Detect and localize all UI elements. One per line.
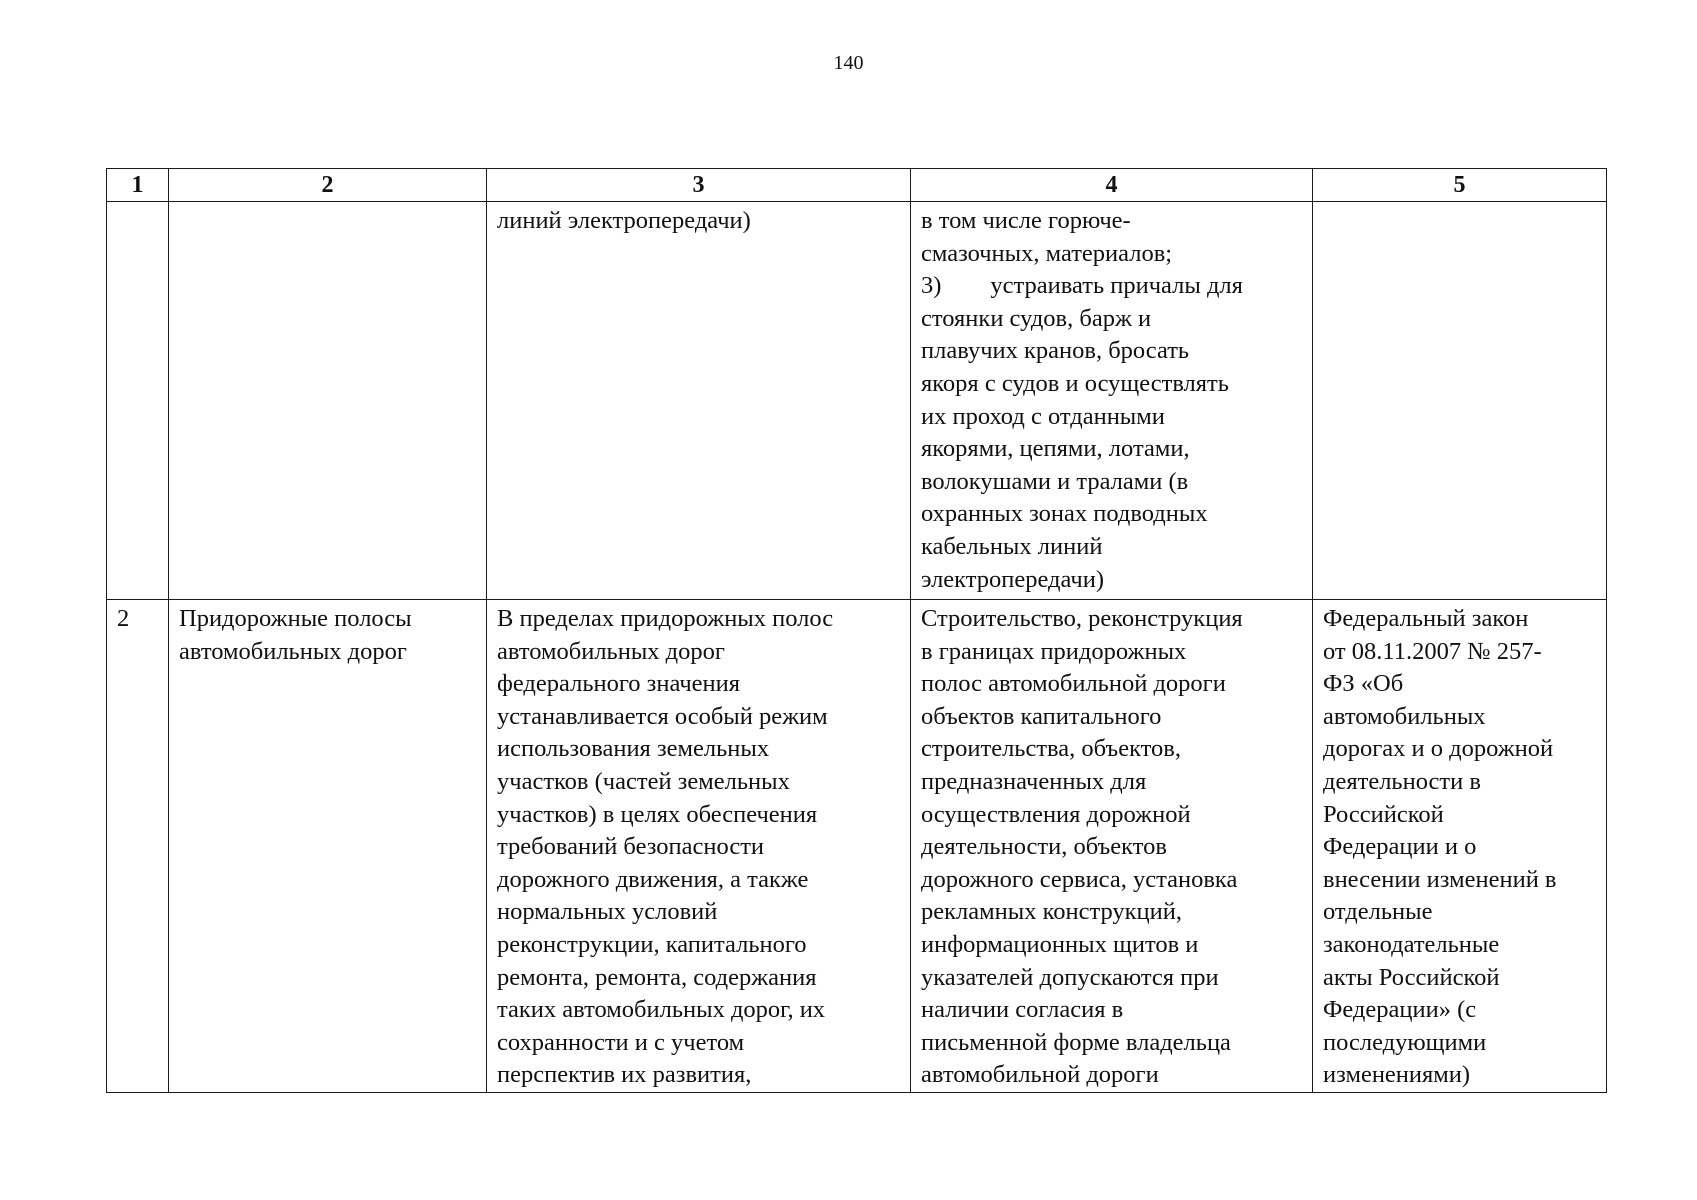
table-cell bbox=[1313, 202, 1607, 600]
cell-text-line: строительства, объектов, bbox=[921, 735, 1181, 763]
column-header: 3 bbox=[487, 169, 911, 202]
cell-text-line: стоянки судов, барж и bbox=[921, 304, 1152, 332]
table-cell bbox=[911, 202, 1313, 600]
cell-text-line: сохранности и с учетом bbox=[497, 1028, 745, 1056]
cell-text-line: отдельные bbox=[1323, 898, 1433, 926]
cell-text-line: осуществления дорожной bbox=[921, 800, 1191, 828]
cell-text-line: объектов капитального bbox=[921, 702, 1162, 730]
cell-text-line: автомобильных дорог bbox=[497, 637, 725, 665]
cell-text-line: устанавливается особый режим bbox=[497, 702, 828, 730]
cell-text-line: плавучих кранов, бросать bbox=[921, 337, 1190, 365]
table-cell bbox=[169, 600, 487, 1093]
cell-text-line: якорями, цепями, лотами, bbox=[921, 435, 1190, 463]
cell-text-line: полос автомобильной дороги bbox=[921, 670, 1226, 698]
cell-text-line: автомобильных дорог bbox=[179, 637, 407, 665]
cell-text-line: смазочных, материалов; bbox=[921, 239, 1173, 267]
cell-text-line: наличии согласия в bbox=[921, 996, 1124, 1024]
cell-text-line: электропередачи) bbox=[921, 565, 1104, 593]
table-cell bbox=[169, 202, 487, 600]
table-row bbox=[107, 202, 1607, 600]
cell-text-line: 2 bbox=[117, 605, 130, 632]
cell-text-line: таких автомобильных дорог, их bbox=[497, 996, 826, 1024]
cell-text-line: перспектив их развития, bbox=[497, 1061, 752, 1089]
cell-text-line: использования земельных bbox=[497, 735, 770, 763]
table-cell bbox=[107, 202, 169, 600]
cell-text-line: охранных зонах подводных bbox=[921, 500, 1208, 528]
table-cell bbox=[487, 202, 911, 600]
column-header: 4 bbox=[911, 169, 1313, 202]
cell-text-line: предназначенных для bbox=[921, 767, 1147, 795]
cell-text-line: изменениями) bbox=[1323, 1061, 1471, 1089]
cell-text-line: Придорожные полосы bbox=[179, 605, 412, 632]
column-header: 1 bbox=[107, 169, 169, 202]
cell-text-line: автомобильной дороги bbox=[921, 1061, 1159, 1089]
cell-text-line: внесении изменений в bbox=[1323, 865, 1557, 893]
cell-text-line: указателей допускаются при bbox=[921, 963, 1219, 991]
cell-text-line: Федеральный закон bbox=[1323, 605, 1529, 632]
page-number: 140 bbox=[833, 52, 864, 74]
table-cell bbox=[911, 600, 1313, 1093]
cell-text-line: деятельности, объектов bbox=[921, 833, 1167, 861]
cell-text-line: Российской bbox=[1323, 800, 1444, 828]
cell-text-line: автомобильных bbox=[1323, 702, 1486, 730]
cell-text-line: Строительство, реконструкция bbox=[921, 605, 1243, 632]
document-table bbox=[106, 168, 1607, 1093]
cell-text-line: линий электропередачи) bbox=[497, 207, 751, 234]
cell-text-line: письменной форме владельца bbox=[921, 1028, 1231, 1056]
cell-text-line: их проход с отданными bbox=[921, 402, 1165, 430]
table-header-row bbox=[107, 169, 1607, 202]
cell-text-line: дорогах и о дорожной bbox=[1323, 735, 1554, 763]
cell-text-line: от 08.11.2007 № 257- bbox=[1323, 637, 1542, 665]
cell-text-line: кабельных линий bbox=[921, 532, 1103, 560]
cell-text-line: ремонта, ремонта, содержания bbox=[497, 963, 817, 991]
column-header: 5 bbox=[1313, 169, 1607, 202]
cell-text-line: последующими bbox=[1323, 1028, 1487, 1056]
cell-text-line: волокушами и тралами (в bbox=[921, 467, 1189, 495]
cell-text-line: якоря с судов и осуществлять bbox=[921, 369, 1229, 397]
column-header: 2 bbox=[169, 169, 487, 202]
cell-text-line: дорожного сервиса, установка bbox=[921, 865, 1238, 893]
cell-text-line: федерального значения bbox=[497, 670, 741, 698]
cell-text-line: деятельности в bbox=[1323, 767, 1481, 795]
cell-text-line: реконструкции, капитального bbox=[497, 930, 807, 958]
cell-text-line: участков (частей земельных bbox=[497, 767, 790, 795]
cell-text-line: участков) в целях обеспечения bbox=[497, 800, 818, 828]
cell-text-line: Федерации» (с bbox=[1323, 996, 1477, 1024]
cell-text-line: в том числе горюче- bbox=[921, 207, 1131, 234]
cell-text-line: В пределах придорожных полос bbox=[497, 605, 834, 632]
cell-text-line: требований безопасности bbox=[497, 833, 765, 861]
cell-text-line: дорожного движения, а также bbox=[497, 865, 809, 893]
cell-text-line: ФЗ «Об bbox=[1323, 670, 1404, 698]
cell-text-line: Федерации и о bbox=[1323, 833, 1477, 861]
cell-text-line: нормальных условий bbox=[497, 898, 718, 926]
cell-text-line: законодательные bbox=[1323, 930, 1500, 958]
table-cell bbox=[1313, 600, 1607, 1093]
cell-text-line: информационных щитов и bbox=[921, 930, 1199, 958]
cell-text-line: 3) устраивать причалы для bbox=[921, 272, 1243, 300]
cell-text-line: акты Российской bbox=[1323, 963, 1500, 991]
cell-text-line: в границах придорожных bbox=[921, 637, 1187, 665]
cell-text-line: рекламных конструкций, bbox=[921, 898, 1183, 926]
table-row bbox=[107, 600, 1607, 1093]
table-cell bbox=[487, 600, 911, 1093]
table-cell bbox=[107, 600, 169, 1093]
